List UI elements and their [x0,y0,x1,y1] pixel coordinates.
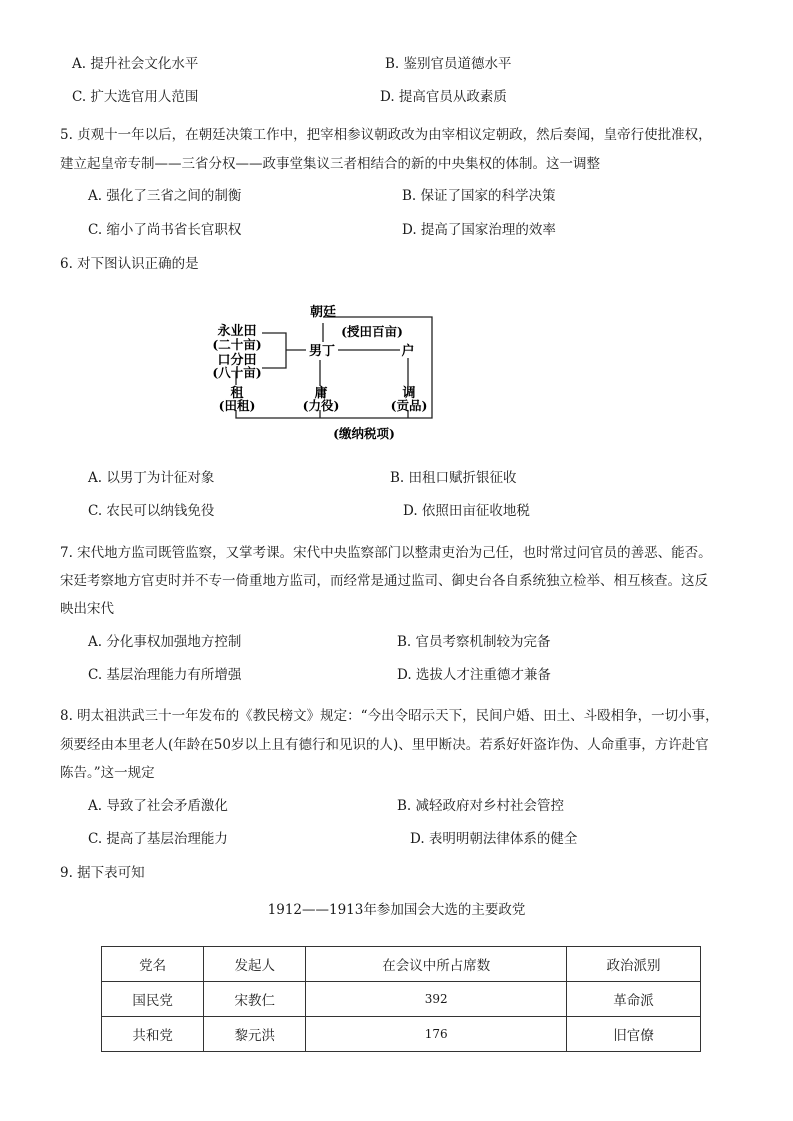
q7-stem-line2: 宋廷考察地方官吏时并不专一倚重地方监司，而经常是通过监司、御史台各自系统独立检举、相互核查。这反 [60,573,708,589]
land-tax-diagram [0,300,793,450]
q8-option-d: D. 表明明朝法律体系的健全 [410,831,578,847]
diagram-diao-note: (贡品) [390,398,428,413]
diagram-yong-note: (力役) [302,398,340,413]
table-header-row [102,947,701,982]
parties-table [101,946,701,1052]
diagram-zu: 租 [230,386,244,401]
diagram-land-grant: (授田百亩) [341,324,403,339]
q4-option-b: B. 鉴别官员道德水平 [385,56,512,72]
cell-seats: 392 [306,982,567,1017]
cell-party-name: 国民党 [102,982,204,1017]
q7-stem-line1: 7. 宋代地方监司既管监察，又掌考课。宋代中央监察部门以整肃吏治为己任，也时常过问官员的善恶、能否。 [60,545,712,561]
q7-option-c: C. 基层治理能力有所增强 [88,667,242,683]
header-faction: 政治派别 [567,947,701,982]
header-founder: 发起人 [204,947,306,982]
q7-option-a: A. 分化事权加强地方控制 [88,634,242,650]
q8-option-b: B. 减轻政府对乡村社会管控 [397,798,565,814]
q6-option-b: B. 田租口赋折银征收 [390,470,517,486]
q7-stem-line3: 映出宋代 [60,601,114,617]
cell-faction: 革命派 [567,982,701,1017]
q5-option-b: B. 保证了国家的科学决策 [402,188,556,204]
q5-option-c: C. 缩小了尚书省长官职权 [88,222,242,238]
cell-founder: 宋教仁 [204,982,306,1017]
diagram-koufen-note: (八十亩) [212,365,262,380]
q9-table-title: 1912——1913年参加国会大选的主要政党 [267,902,526,918]
q5-option-d: D. 提高了国家治理的效率 [402,222,556,238]
q9-stem: 9. 据下表可知 [60,865,145,881]
table-row [102,1017,701,1052]
fields-bracket [262,333,286,368]
q6-stem: 6. 对下图认识正确的是 [60,256,199,272]
q5-stem-line2: 建立起皇帝专制——三省分权——政事堂集议三者相结合的新的中央集权的体制。这一调整 [60,156,600,172]
q7-option-d: D. 选拔人才注重德才兼备 [397,667,551,683]
q4-option-d: D. 提高官员从政素质 [380,89,507,105]
q6-option-c: C. 农民可以纳钱免役 [88,503,215,519]
diagram-zu-note: (田租) [218,398,256,413]
q6-option-a: A. 以男丁为计征对象 [88,470,215,486]
q5-stem-line1: 5. 贞观十一年以后，在朝廷决策工作中，把宰相参议朝政改为由宰相议定朝政，然后奏闻，皇帝行使批准权， [60,127,712,143]
diagram-koufen: 口分田 [217,353,257,368]
table-row [102,982,701,1017]
diagram-court: 朝廷 [309,305,337,320]
q4-option-a: A. 提升社会文化水平 [72,56,199,72]
diagram-adult-male: 男丁 [308,344,336,359]
q8-option-c: C. 提高了基层治理能力 [88,831,228,847]
header-seats: 在会议中所占席数 [306,947,567,982]
q8-option-a: A. 导致了社会矛盾激化 [88,798,228,814]
diagram-yongye: 永业田 [217,324,257,339]
cell-seats: 176 [306,1017,567,1052]
cell-founder: 黎元洪 [204,1017,306,1052]
diagram-diao: 调 [402,386,416,401]
cell-faction: 旧官僚 [567,1017,701,1052]
q8-stem-line1: 8. 明太祖洪武三十一年发布的《教民榜文》规定：“今出令昭示天下，民间户婚、田土、斗殴相争，一切小事， [60,708,719,724]
q5-option-a: A. 强化了三省之间的制衡 [88,188,242,204]
q8-stem-line3: 陈告。”这一规定 [60,765,155,781]
cell-party-name: 共和党 [102,1017,204,1052]
q7-option-b: B. 官员考察机制较为完备 [397,634,551,650]
diagram-yongye-note: (二十亩) [212,337,262,352]
q8-stem-line2: 须要经由本里老人(年龄在50岁以上且有德行和见识的人)、里甲断决。若系好奸盗诈伪、人命重事，方许赴官 [60,737,709,753]
diagram-yong: 庸 [314,386,328,401]
diagram-taxes: (缴纳税项) [333,426,395,441]
q6-option-d: D. 依照田亩征收地税 [403,503,530,519]
header-party-name: 党名 [102,947,204,982]
q4-option-c: C. 扩大选官用人范围 [72,89,199,105]
diagram-household: 户 [401,344,415,359]
